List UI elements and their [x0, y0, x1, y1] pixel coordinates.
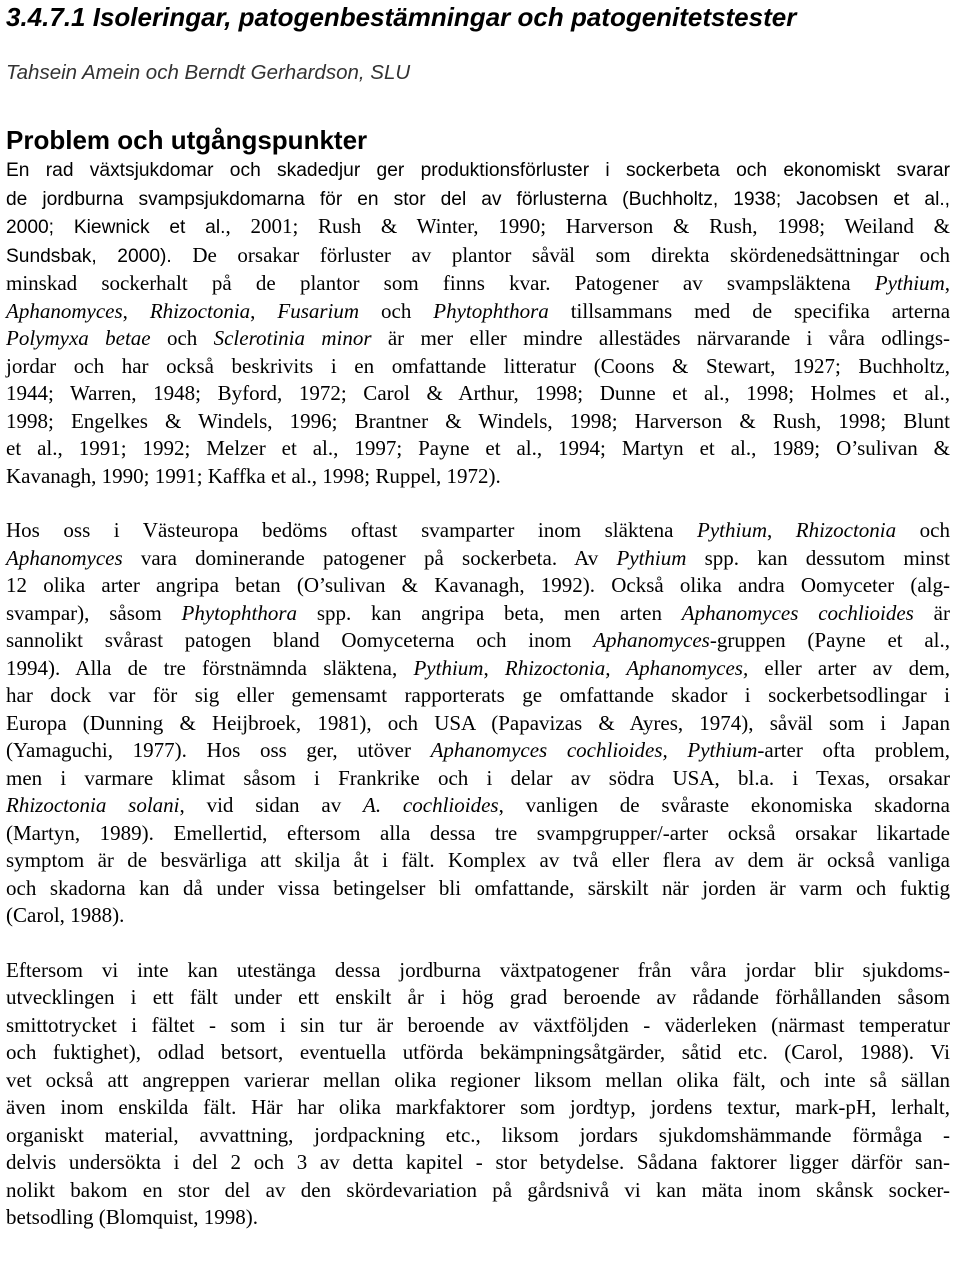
text-run: och [896, 518, 950, 542]
text-run: Kavanagh, 1990; 1991; Kaffka et al., 1998; Ruppel, 1972). [6, 463, 501, 488]
text-line [6, 545, 950, 573]
text-line [6, 847, 950, 875]
text-run: har dock var för sig eller gemensamt rapporterats ge omfattande skador i sockerbetsodlingar i [6, 683, 950, 707]
italic-text-run: Aphanomyces [6, 545, 123, 570]
text-run: utvecklingen i ett fält under ett enskilt år i hög grad beroende av rådande förhållanden såsom [6, 985, 950, 1009]
italic-text-run: Rhizoctonia, Aphanomyces, [504, 655, 749, 680]
text-run: 12 olika arter angripa betan (O’sulivan & Kavanagh, 1992). Också olika andra Oomyceter (alg- [6, 573, 950, 597]
text-run: jordar och har också beskrivits i en omfattande litteratur (Coons & Stewart, 1927; Buchholtz, [6, 353, 950, 378]
text-run: , [483, 655, 505, 680]
text-line [6, 682, 950, 710]
text-line [6, 270, 950, 298]
text-run: Eftersom vi inte kan utestänga dessa jordburna växtpatogener från våra jordar blir sjukdoms- [6, 957, 950, 982]
text-run: delvis undersökta i del 2 och 3 av detta kapitel - stor betydelse. Sådana faktorer ligger därför san- [6, 1150, 950, 1174]
text-run: och [359, 298, 434, 323]
text-line [6, 298, 950, 326]
text-line [6, 984, 950, 1012]
italic-text-run: Polymyxa betae [6, 326, 151, 350]
text-run: Sundsbak, 2000). [6, 245, 193, 267]
paragraph-3 [6, 957, 950, 1232]
text-line [6, 1149, 950, 1177]
text-line [6, 213, 950, 242]
text-run: organiskt material, avvattning, jordpackning etc., liksom jordars sjukdomshämmande förmåga - [6, 1122, 950, 1147]
text-run: betsodling (Blomquist, 1998). [6, 1205, 258, 1229]
text-run: et al., 1991; 1992; Melzer et al., 1997; Payne et al., 1994; Martyn et al., 1989; O’sulivan & [6, 436, 950, 460]
paragraph-2 [6, 517, 950, 930]
text-run: sannolikt svårast patogen bland Oomyceterna och inom [6, 628, 594, 652]
text-run: En rad växtsjukdomar och skadedjur ger produktionsförluster i sockerbeta och ekonomiskt svarar [6, 160, 950, 181]
authors-line: Tahsein Amein och Berndt Gerhardson, SLU [6, 61, 411, 84]
text-line [6, 517, 950, 545]
text-line [6, 710, 950, 738]
paragraph-1 [6, 156, 950, 490]
text-run: de jordburna svampsjukdomarna för en stor del av förlusterna (Buchholtz, 1938; Jacobsen et al., [6, 188, 950, 210]
text-run: nolikt bakom en stor del av den skördevariation på gårdsnivå vi kan mäta inom skånsk socker- [6, 1177, 950, 1202]
italic-text-run: Phytophthora [433, 298, 549, 323]
text-run: De orsakar förluster av plantor såväl som direkta skördenedsättningar och [192, 242, 950, 267]
text-line [6, 353, 950, 381]
text-run: och fuktighet), odlad betsort, eventuella utförda bekämpningsåtgärder, såtid etc. (Carol, 1988). Vi [6, 1040, 950, 1064]
text-run: 1998; Engelkes & Windels, 1996; Brantner & Windels, 1998; Harverson & Rush, 1998; Blunt [6, 408, 950, 433]
text-line [6, 875, 950, 903]
text-line [6, 627, 950, 655]
text-run: , [122, 298, 150, 323]
italic-text-run: Pythium [874, 271, 945, 295]
text-run: smittotrycket i fältet - som i sin tur är beroende av växtföljden - väderleken (närmast temperatur [6, 1012, 950, 1037]
text-run: 1994). Alla de tre förstnämnda släktena, [6, 655, 414, 680]
text-line [6, 463, 950, 491]
text-line [6, 902, 950, 930]
text-run: 1944; Warren, 1948; Byford, 1972; Carol & Arthur, 1998; Dunne et al., 1998; Holmes et al., [6, 381, 950, 405]
italic-text-run: Rhizoctonia [149, 298, 251, 323]
italic-text-run: Pythium [616, 545, 687, 570]
italic-text-run: Sclerotinia minor [213, 326, 372, 350]
text-line [6, 572, 950, 600]
text-line [6, 655, 950, 683]
text-run: vara dominerande patogener på sockerbeta. Av [122, 545, 617, 570]
italic-text-run: Pythium [697, 518, 767, 542]
italic-text-run: Rhizoctonia solani [6, 793, 180, 817]
text-line [6, 600, 950, 628]
text-run: -gruppen (Payne et al., [709, 628, 951, 652]
text-line [6, 185, 950, 214]
text-run: vet också att angreppen varierar mellan olika regioner liksom mellan olika fält, och inte så sällan [6, 1067, 950, 1092]
text-line [6, 242, 950, 271]
text-line [6, 325, 950, 353]
text-run: , [766, 518, 796, 542]
text-run: (Martyn, 1989). Emellertid, eftersom alla dessa tre svampgrupper/-arter också orsakar likartade [6, 820, 950, 845]
text-run: Hos oss i Västeuropa bedöms oftast svamparter inom släktena [6, 518, 697, 542]
text-run: (Carol, 1988). [6, 903, 125, 927]
text-run: spp. kan dessutom minst [686, 545, 950, 570]
italic-text-run: Aphanomyces cochlioides, Pythium [430, 738, 758, 762]
italic-text-run: Pythium [413, 655, 484, 680]
text-line [6, 820, 950, 848]
text-line [6, 408, 950, 436]
text-run: minskad sockerhalt på de plantor som finns kvar. [6, 271, 575, 295]
document-page [6, 0, 950, 1232]
text-run: även inom enskilda fält. Här har olika markfaktorer som jordtyp, jordens textur, mark-pH, lerhalt, [6, 1095, 950, 1119]
text-line [6, 1067, 950, 1095]
text-run: , [944, 271, 950, 295]
text-run: tillsammans med de specifika arterna [548, 298, 951, 323]
text-line [6, 792, 950, 820]
text-run: är [913, 600, 950, 625]
text-line [6, 1122, 950, 1150]
italic-text-run: Rhizoctonia [795, 518, 897, 542]
italic-text-run: Fusarium [277, 298, 360, 323]
text-run: och [150, 326, 214, 350]
text-line [6, 957, 950, 985]
text-run: , [250, 298, 278, 323]
italic-text-run: Aphanomyces [593, 628, 710, 652]
text-run: spp. kan angripa beta, men arten [297, 600, 682, 625]
text-run: , 2001; Rush & Winter, 1990; Harverson & Rush, 1998; Weiland & [225, 214, 950, 238]
italic-text-run: Aphanomyces cochlioides [681, 600, 914, 625]
text-run: , vid sidan av [179, 793, 364, 817]
section-title: Problem och utgångspunkter [6, 125, 368, 155]
italic-text-run: Aphanomyces [6, 298, 123, 323]
italic-text-run: Phytophthora [181, 600, 298, 625]
text-run: Europa (Dunning & Heijbroek, 1981), och USA (Papavizas & Ayres, 1974), såväl som i Japan [6, 710, 950, 735]
text-run: symptom är de besvärliga att skilja åt i fält. Komplex av två eller flera av dem är också vanliga [6, 848, 950, 872]
text-line [6, 765, 950, 793]
text-run: Patogener av svampsläktena [574, 271, 875, 295]
text-run: men i varmare klimat såsom i Frankrike och i delar av södra USA, bl.a. i Texas, orsakar [6, 765, 950, 790]
text-line [6, 380, 950, 408]
text-run: , vanligen de svåraste ekonomiska skadorna [498, 793, 951, 817]
text-run: (Yamaguchi, 1977). Hos oss ger, utöver [6, 738, 431, 762]
text-line [6, 156, 950, 185]
italic-text-run: A. cochlioides [363, 793, 499, 817]
text-line [6, 1094, 950, 1122]
text-line [6, 435, 950, 463]
text-line [6, 1177, 950, 1205]
text-line [6, 737, 950, 765]
text-run: är mer eller mindre allestädes närvarande i våra odlings- [371, 326, 950, 350]
text-run: och skadorna kan då under vissa betingelser bli omfattande, särskilt när jorden är varm och fuktig [6, 875, 950, 900]
text-run: eller arter av dem, [748, 655, 951, 680]
page-heading: 3.4.7.1 Isoleringar, patogenbestämningar och patogenitetstester [6, 2, 797, 32]
text-run: svampar), såsom [6, 600, 182, 625]
text-run: -arter ofta problem, [757, 738, 950, 762]
text-line [6, 1204, 950, 1232]
text-run: 2000; Kiewnick et al. [6, 217, 226, 238]
text-line [6, 1012, 950, 1040]
text-line [6, 1039, 950, 1067]
